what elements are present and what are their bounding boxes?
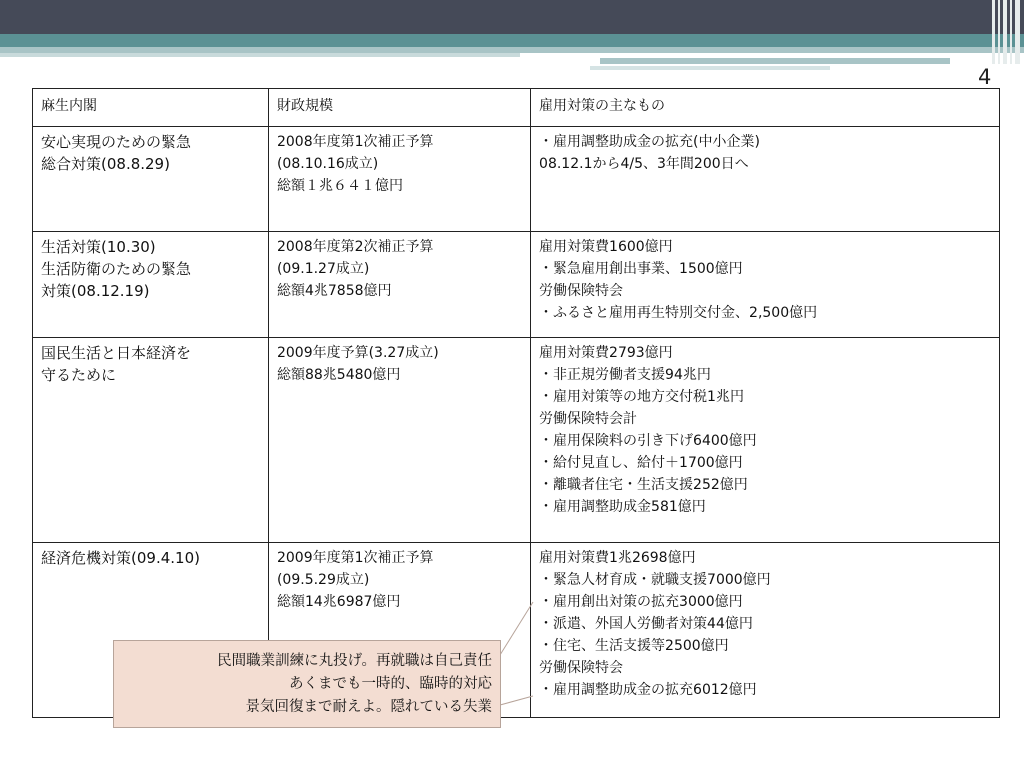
cell-line: 経済危機対策(09.4.10) — [41, 549, 200, 567]
cell-line: 総額14兆6987億円 — [276, 594, 401, 610]
cell-line: 労働保険特会 — [539, 283, 624, 299]
cell-line: 2009年度予算(3.27成立) — [276, 345, 439, 361]
callout-line: あくまでも一時的、臨時的対応 — [289, 676, 492, 692]
cell-line: (08.10.16成立) — [276, 156, 379, 172]
cell-line: 対策(08.12.19) — [41, 282, 150, 300]
header-budget: 財政規模 — [268, 89, 530, 127]
cell-line: 国民生活と日本経済を — [41, 344, 192, 362]
header-measures: 雇用対策の主なもの — [531, 89, 1000, 127]
page-number: 4 — [978, 65, 992, 89]
cell-line: ・緊急雇用創出事業、1500億円 — [539, 261, 743, 277]
cell-line: 2008年度第1次補正予算 — [276, 134, 434, 150]
cell-line: 生活対策(10.30) — [41, 238, 156, 256]
cell-line: ・離職者住宅・生活支援252億円 — [539, 477, 748, 493]
cell-line: 守るために — [41, 366, 117, 384]
cell-line: 2009年度第1次補正予算 — [276, 550, 434, 566]
callout-line: 景気回復まで耐えよ。隠れている失業 — [245, 699, 492, 715]
cell-line: 雇用対策費1600億円 — [539, 239, 673, 255]
cell-line: 労働保険特会計 — [539, 411, 638, 427]
cell-line: ・雇用調整助成金の拡充(中小企業) — [539, 134, 760, 150]
cell-line: 総合対策(08.8.29) — [41, 155, 170, 173]
cell-line: ・緊急人材育成・就職支援7000億円 — [539, 572, 771, 588]
cell-line: ・雇用調整助成金の拡充6012億円 — [539, 682, 757, 698]
cell-line: 総額4兆7858億円 — [276, 283, 392, 299]
cell-line: ・雇用保険料の引き下げ6400億円 — [539, 433, 757, 449]
cell-line: (09.1.27成立) — [276, 261, 370, 277]
cell-line: 雇用対策費2793億円 — [539, 345, 673, 361]
cell-line: ・給付見直し、給付＋1700億円 — [539, 455, 743, 471]
header-cabinet: 麻生内閣 — [33, 89, 269, 127]
cell-line: ・雇用創出対策の拡充3000億円 — [539, 594, 743, 610]
cell-line: 08.12.1から4/5、3年間200日へ — [539, 156, 749, 172]
cell-line: 労働保険特会 — [539, 660, 624, 676]
cell-line: ・雇用対策等の地方交付税1兆円 — [539, 389, 744, 405]
cell-line: 雇用対策費1兆2698億円 — [539, 550, 696, 566]
callout-line: 民間職業訓練に丸投げ。再就職は自己責任 — [217, 653, 492, 669]
cell-line: 生活防衛のための緊急 — [41, 260, 192, 278]
cell-line: (09.5.29成立) — [276, 572, 370, 588]
cell-line: 総額１兆６４１億円 — [276, 178, 403, 194]
callout-note — [113, 640, 501, 728]
cell-line: 総額88兆5480億円 — [276, 367, 401, 383]
cell-line: 安心実現のための緊急 — [41, 133, 192, 151]
cell-line: ・ふるさと雇用再生特別交付金、2,500億円 — [539, 305, 818, 321]
cell-line: ・非正規労働者支援94兆円 — [539, 367, 711, 383]
cell-line: ・雇用調整助成金581億円 — [539, 499, 706, 515]
cell-line: ・派遣、外国人労働者対策44億円 — [539, 616, 753, 632]
cell-line: ・住宅、生活支援等2500億円 — [539, 638, 729, 654]
cell-line: 2008年度第2次補正予算 — [276, 239, 434, 255]
